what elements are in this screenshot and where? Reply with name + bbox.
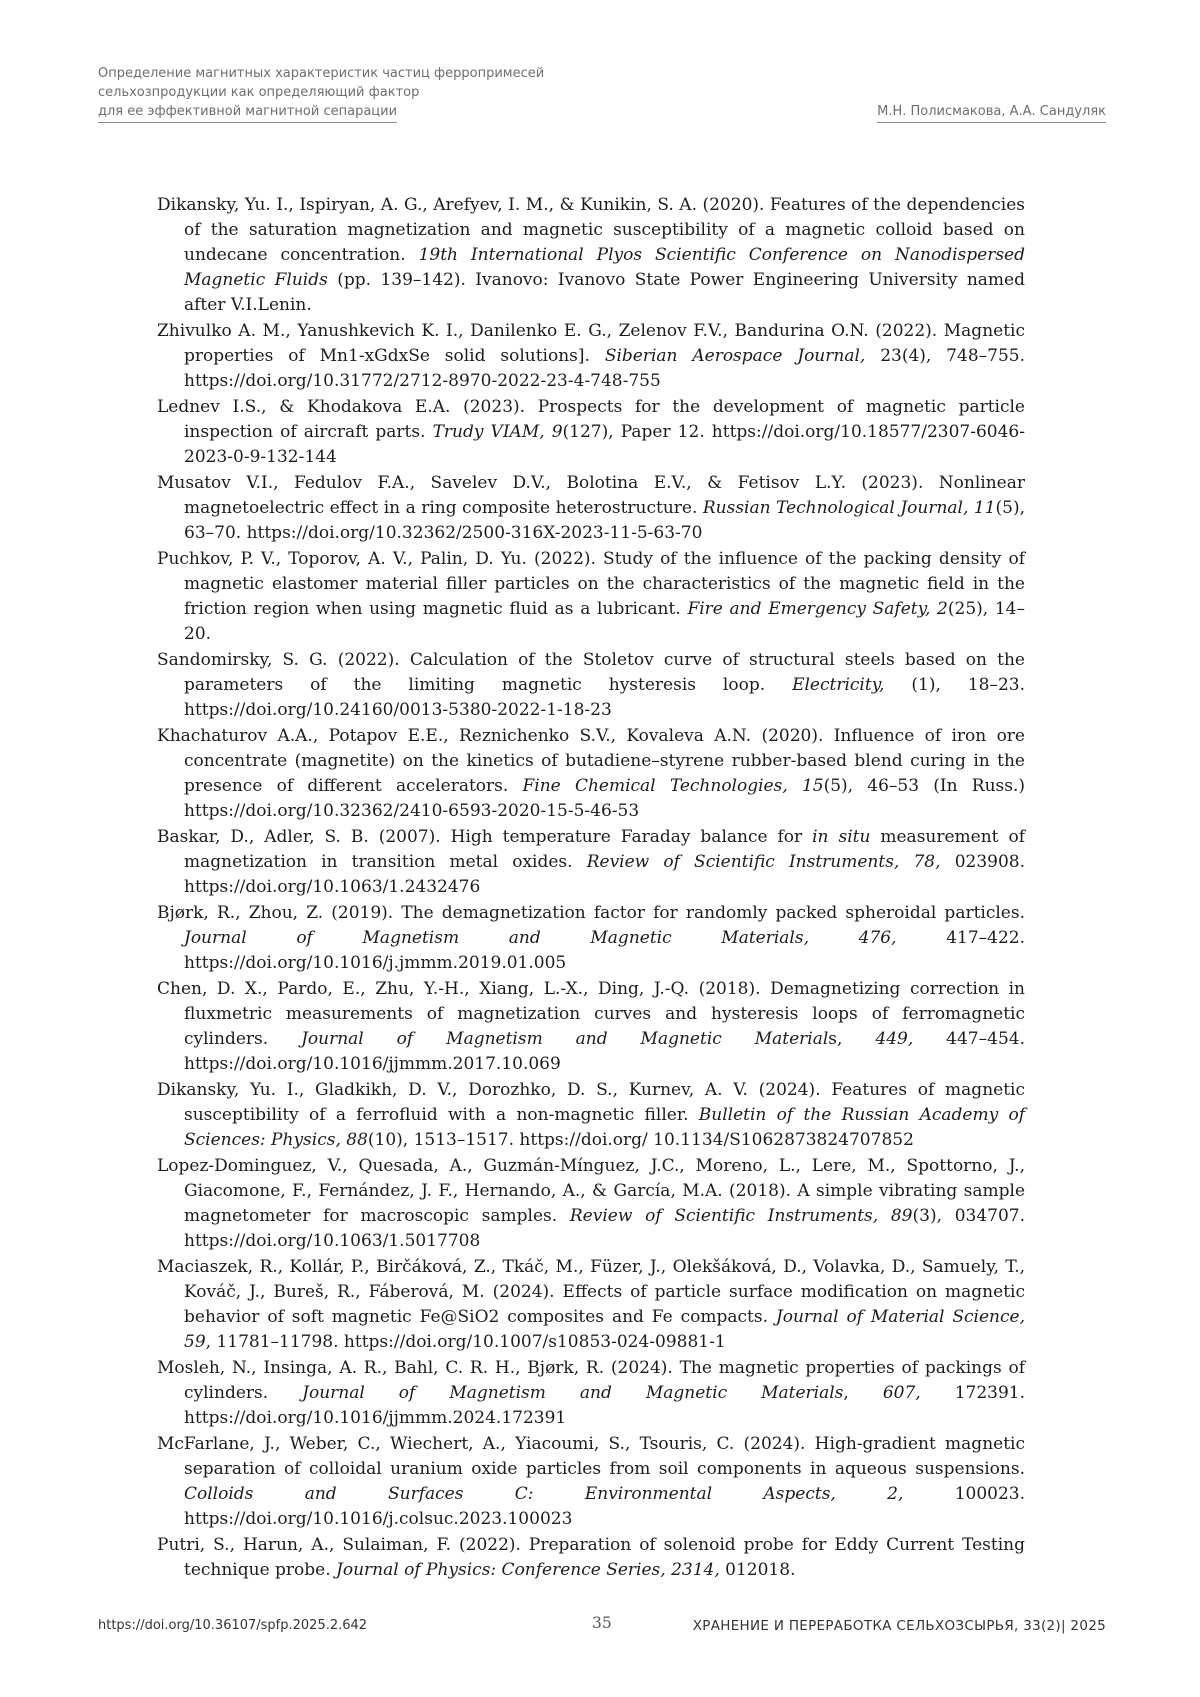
reference-text: Puchkov, P. V., Toporov, A. V., Palin, D. Yu. (2022). Study of the influence of the packing density of magnetic elastomer material filler particles on the characteristics of the magnetic field in the friction region when using magnetic fluid as a lubricant.: [157, 549, 1025, 619]
reference-source-italic: Journal of Material Science, 59: [184, 1307, 1025, 1352]
footer-doi-link[interactable]: https://doi.org/10.36107/spfp.2025.2.642: [98, 1618, 367, 1633]
reference-text: ,: [843, 1383, 882, 1403]
article-authors: М.Н. Полисмакова, А.А. Сандуляк: [877, 102, 1106, 123]
reference-text: (pp. 139–142). Ivanovo: Ivanovo State Power Engineering University named after V.I.Lenin.: [184, 270, 1025, 315]
reference-source-italic: Trudy VIAM, 9: [433, 422, 563, 442]
reference-source-italic: Journal of Magnetism and Magnetic Material: [301, 1029, 828, 1049]
reference-text: Maciaszek, R., Kollár, P., Birčáková, Z., Tkáč, M., Füzer, J., Olekšáková, D., Volavka, D., Samuely, T., Kováč, J., Bureš, R., Fáberová, M. (2024). Effects of particle surface modification on magnetic behavior of soft magnetic Fe@SiO2 composites and Fe compacts.: [157, 1257, 1025, 1327]
reference-text: Musatov V.I., Fedulov F.A., Savelev D.V., Bolotina E.V., & Fetisov L.Y. (2023). Nonlinear magnetoelectric effect in a ring composite heterostructure.: [157, 473, 1025, 518]
reference-text: Sandomirsky, S. G. (2022). Calculation of the Stoletov curve of structural steels based on the parameters of the limiting magnetic hysteresis loop.: [157, 650, 1025, 695]
reference-text: 23(4), 748–755. https://doi.org/10.31772/2712-8970-2022-23-4-748-755: [184, 346, 1025, 391]
reference-text: (5), 63–70. https://doi.org/10.32362/2500-316X-2023-11-5-63-70: [184, 498, 1025, 543]
reference-entry: [157, 319, 1025, 394]
reference-text: s,: [828, 1029, 875, 1049]
reference-source-italic: Fine Chemical Technologies, 15: [523, 776, 824, 796]
reference-source-italic: Fire and Emergency Safety, 2: [687, 599, 947, 619]
reference-text: Dikansky, Yu. I., Ispiryan, A. G., Arefyev, I. M., & Kunikin, S. A. (2020). Features of the dependencies of the saturation magnetization and magnetic susceptibility of a magnetic colloid based on undecane concentration.: [157, 195, 1025, 265]
reference-source-italic: Review of Scientific Instruments, 89: [570, 1206, 913, 1226]
reference-text: Zhivulko A. M., Yanushkevich K. I., Danilenko E. G., Zelenov F.V., Bandurina O.N. (2022). Magnetic properties of Mn1-xGdxSe solid solutions].: [157, 321, 1025, 366]
reference-list: [157, 193, 1025, 1584]
reference-source-italic: Siberian Aerospace Journal,: [605, 346, 866, 366]
reference-text: (25), 14–20.: [184, 599, 1025, 644]
reference-text: Baskar, D., Adler, S. B. (2007). High temperature Faraday balance for: [157, 827, 812, 847]
page-number: 35: [592, 1614, 612, 1632]
reference-entry: [157, 1078, 1025, 1153]
reference-text: 012018.: [720, 1560, 796, 1580]
reference-source-italic: 449,: [875, 1029, 913, 1049]
running-header: [98, 64, 1106, 123]
reference-entry: [157, 471, 1025, 546]
reference-entry: [157, 724, 1025, 824]
reference-source-italic: Russian Technological Journal, 11: [703, 498, 996, 518]
reference-text: (127), Paper 12. https://doi.org/10.18577/2307-6046-2023-0-9-132-144: [184, 422, 1025, 467]
reference-text: (10), 1513–1517. https://doi.org/ 10.1134/S1062873824707852: [368, 1130, 914, 1150]
reference-text: Mosleh, N., Insinga, A. R., Bahl, C. R. H., Bjørk, R. (2024). The magnetic properties of packings of cylinders.: [157, 1358, 1025, 1403]
reference-text: , 11781–11798. https://doi.org/10.1007/s10853-024-09881-1: [206, 1332, 726, 1352]
reference-text: Bjørk, R., Zhou, Z. (2019). The demagnetization factor for randomly packed spheroidal particles.: [157, 903, 1025, 923]
reference-source-italic: 607,: [883, 1383, 921, 1403]
reference-text: 023908. https://doi.org/10.1063/1.2432476: [184, 852, 1025, 897]
reference-entry: [157, 977, 1025, 1077]
article-title: [98, 64, 544, 123]
reference-source-italic: Electricity,: [792, 675, 884, 695]
reference-source-italic: Journal of Physics: Conference Series, 2314,: [336, 1560, 720, 1580]
reference-entry: [157, 1432, 1025, 1532]
reference-text: 172391. https://doi.org/10.1016/jjmmm.2024.172391: [184, 1383, 1025, 1428]
journal-name: ХРАНЕНИЕ И ПЕРЕРАБОТКА СЕЛЬХОЗСЫРЬЯ, 33(2)| 2025: [693, 1618, 1106, 1634]
reference-entry: [157, 1255, 1025, 1355]
reference-entry: [157, 1356, 1025, 1431]
article-title-line: для ее эффективной магнитной сепарации: [98, 102, 397, 123]
reference-text: 100023. https://doi.org/10.1016/j.colsuc.2023.100023: [184, 1484, 1025, 1529]
reference-source-italic: Review of Scientific Instruments, 78,: [587, 852, 941, 872]
reference-text: (3), 034707. https://doi.org/10.1063/1.5017708: [184, 1206, 1025, 1251]
reference-entry: [157, 395, 1025, 470]
reference-source-italic: Bulletin of the Russian Academy of Sciences: Physics, 88: [184, 1105, 1025, 1150]
reference-text: Chen, D. X., Pardo, E., Zhu, Y.-H., Xiang, L.-X., Ding, J.-Q. (2018). Demagnetizing correction in fluxmetric measurements of magnetization curves and hysteresis loops of ferromagnetic cylinders.: [157, 979, 1025, 1049]
reference-entry: [157, 1154, 1025, 1254]
reference-source-italic: Journal of Magnetism and Magnetic Materials, 476,: [184, 928, 897, 948]
reference-text: measurement of magnetization in transition metal oxides.: [184, 827, 1025, 872]
reference-text: 447–454. https://doi.org/10.1016/jjmmm.2017.10.069: [184, 1029, 1025, 1074]
reference-source-italic: Colloids and Surfaces C: Environmental Aspects, 2,: [184, 1484, 903, 1504]
reference-entry: [157, 825, 1025, 900]
reference-entry: [157, 547, 1025, 647]
reference-text: Lopez-Dominguez, V., Quesada, A., Guzmán-Mínguez, J.C., Moreno, L., Lere, M., Spottorno, J., Giacomone, F., Fernández, J. F., Hernando, A., & García, M.A. (2018). A simple vibrating sample magnetometer for macroscopic samples.: [157, 1156, 1025, 1226]
article-title-line: сельхозпродукции как определяющий фактор: [98, 83, 544, 102]
reference-source-italic: 19th International Plyos Scientific Conference on Nanodispersed Magnetic Fluids: [184, 245, 1025, 290]
reference-text: Lednev I.S., & Khodakova E.A. (2023). Prospects for the development of magnetic particle inspection of aircraft parts.: [157, 397, 1025, 442]
reference-text: Dikansky, Yu. I., Gladkikh, D. V., Dorozhko, D. S., Kurnev, A. V. (2024). Features of magnetic susceptibility of a ferrofluid with a non-magnetic filler.: [157, 1080, 1025, 1125]
reference-entry: [157, 1533, 1025, 1583]
reference-text: 417–422. https://doi.org/10.1016/j.jmmm.2019.01.005: [184, 928, 1025, 973]
reference-text: (1), 18–23. https://doi.org/10.24160/0013-5380-2022-1-18-23: [184, 675, 1025, 720]
reference-entry: [157, 648, 1025, 723]
reference-source-italic: Journal of Magnetism and Magnetic Materials: [302, 1383, 843, 1403]
reference-entry: [157, 901, 1025, 976]
reference-text: (5), 46–53 (In Russ.) https://doi.org/10.32362/2410-6593-2020-15-5-46-53: [184, 776, 1025, 821]
reference-entry: [157, 193, 1025, 318]
reference-text: Putri, S., Harun, A., Sulaiman, F. (2022). Preparation of solenoid probe for Eddy Current Testing technique probe.: [157, 1535, 1025, 1580]
reference-text: McFarlane, J., Weber, C., Wiechert, A., Yiacoumi, S., Tsouris, C. (2024). High-gradient magnetic separation of colloidal uranium oxide particles from soil components in aqueous suspensions.: [157, 1434, 1025, 1479]
article-title-line: Определение магнитных характеристик частиц ферропримесей: [98, 64, 544, 83]
reference-source-italic: in situ: [812, 827, 870, 847]
reference-text: Khachaturov A.A., Potapov E.E., Reznichenko S.V., Kovaleva A.N. (2020). Influence of iron ore concentrate (magnetite) on the kinetics of butadiene–styrene rubber-based blend curing in the presence of different accelerators.: [157, 726, 1025, 796]
